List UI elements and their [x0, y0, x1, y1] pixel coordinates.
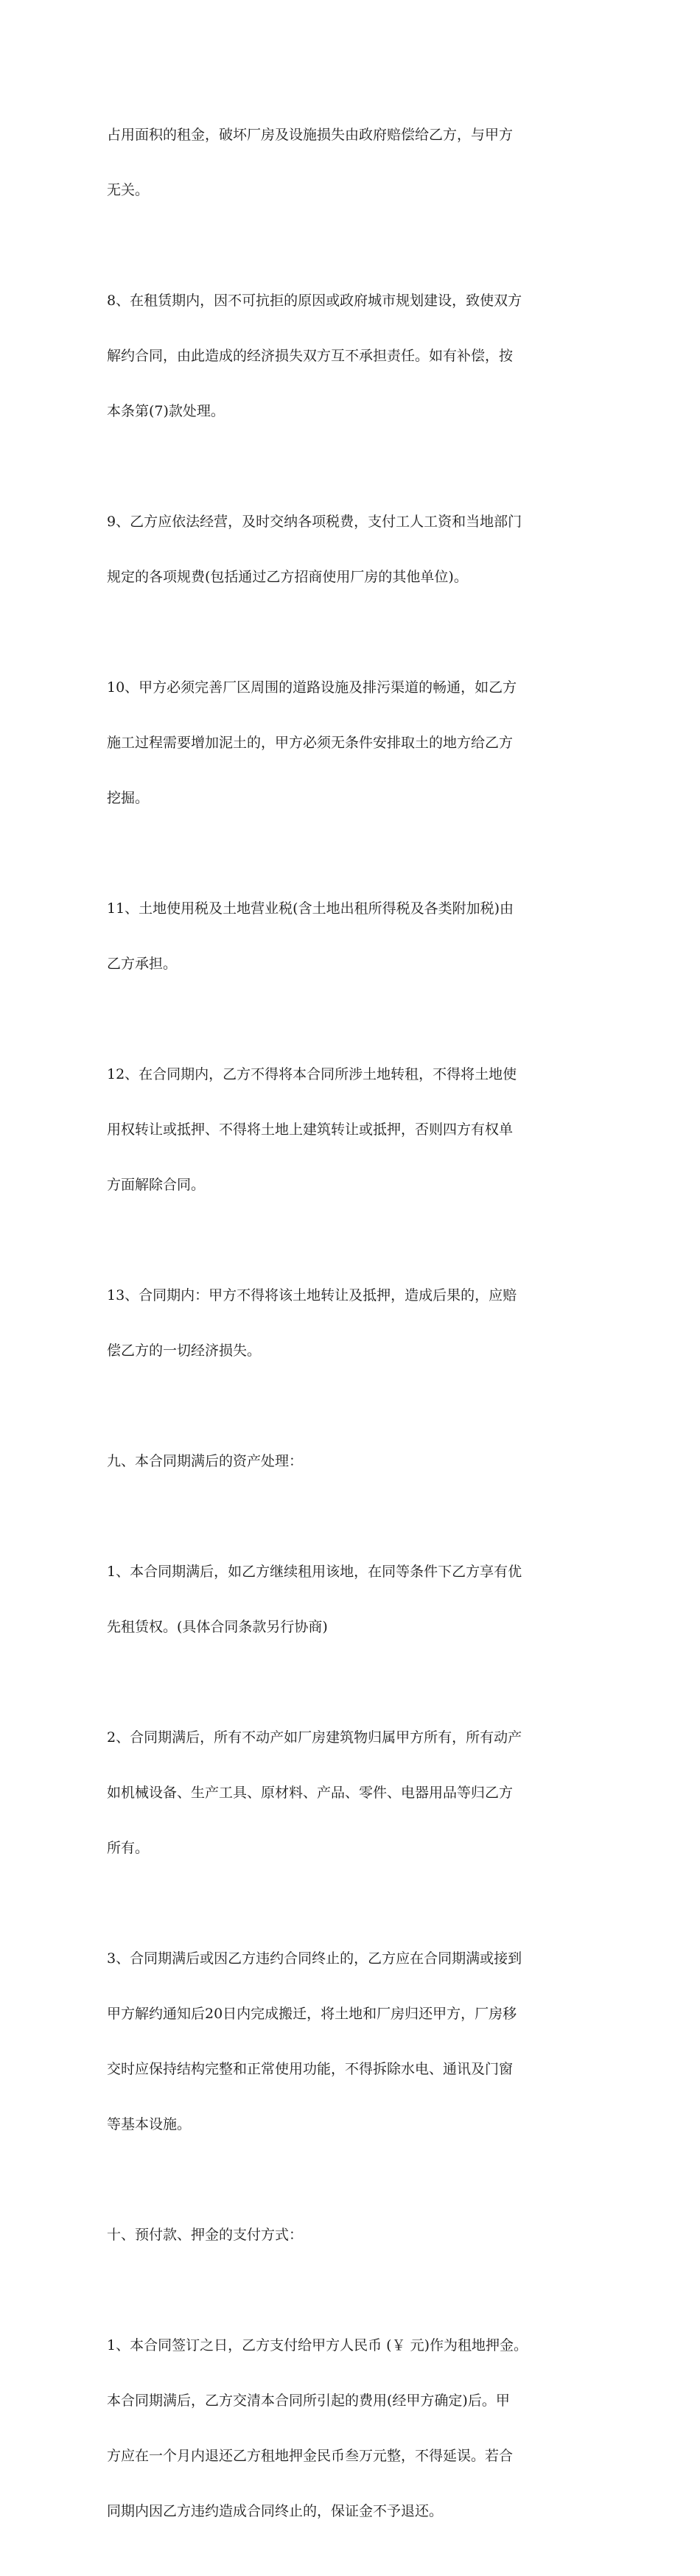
text-line: 2、合同期满后，所有不动产如厂房建筑物归属甲方所有，所有动产 — [107, 1729, 522, 1746]
section-9-clause-1 — [107, 1526, 601, 1673]
text-line: 交时应保持结构完整和正常使用功能，不得拆除水电、通讯及门窗 — [107, 2061, 514, 2077]
text-line: 规定的各项规费(包括通过乙方招商使用厂房的其他单位)。 — [107, 569, 468, 585]
clause-10 — [107, 642, 601, 844]
text-line: 等基本设施。 — [107, 2116, 192, 2132]
text-line: 3、合同期满后或因乙方违约合同终止的，乙方应在合同期满或接到 — [107, 1950, 522, 1967]
clause-13 — [107, 1250, 601, 1397]
text-line: 13、合同期内：甲方不得将该土地转让及抵押，造成后果的，应赔 — [107, 1287, 517, 1303]
text-line: 乙方承担。 — [107, 956, 178, 972]
text-line: 无关。 — [107, 182, 150, 198]
text-line: 如机械设备、生产工具、原材料、产品、零件、电器用品等归乙方 — [107, 1785, 514, 1801]
text-line: 甲方解约通知后20日内完成搬迁，将土地和厂房归还甲方，厂房移 — [107, 2006, 517, 2022]
text-line: 解约合同，由此造成的经济损失双方互不承担责任。如有补偿，按 — [107, 348, 514, 364]
section-9-clause-2 — [107, 1692, 601, 1894]
text-line: 方应在一个月内退还乙方租地押金民币叁万元整，不得延误。若合 — [107, 2448, 514, 2464]
text-line: 同期内因乙方违约造成合同终止的，保证金不予退还。 — [107, 2503, 444, 2519]
text-line: 1、本合同签订之日，乙方支付给甲方人民币 (￥ 元)作为租地押金。 — [107, 2337, 528, 2353]
document-page — [107, 89, 601, 2576]
clause-11 — [107, 863, 601, 1010]
text-line: 8、在租赁期内，因不可抗拒的原因或政府城市规划建设，致使双方 — [107, 293, 522, 309]
section-heading-10 — [107, 2189, 601, 2281]
text-line: 12、在合同期内，乙方不得将本合同所涉土地转租，不得将土地使 — [107, 1066, 517, 1082]
text-line: 1、本合同期满后，如乙方继续租用该地，在同等条件下乙方享有优 — [107, 1564, 522, 1580]
text-line: 挖掘。 — [107, 790, 150, 806]
text-line: 本条第(7)款处理。 — [107, 403, 225, 419]
text-line: 10、甲方必须完善厂区周围的道路设施及排污渠道的畅通，如乙方 — [107, 679, 517, 696]
clause-12 — [107, 1029, 601, 1231]
section-heading: 十、预付款、押金的支付方式： — [107, 2227, 304, 2243]
text-line: 施工过程需要增加泥土的，甲方必须无条件安排取土的地方给乙方 — [107, 735, 514, 751]
text-line: 本合同期满后，乙方交清本合同所引起的费用(经甲方确定)后。甲 — [107, 2393, 510, 2409]
section-9-clause-3 — [107, 1913, 601, 2171]
text-line: 所有。 — [107, 1840, 150, 1856]
clause-9 — [107, 476, 601, 623]
text-line: 9、乙方应依法经营，及时交纳各项税费，支付工人工资和当地部门 — [107, 514, 522, 530]
paragraph-continuation — [107, 89, 601, 237]
section-heading-9 — [107, 1415, 601, 1508]
text-line: 用权转让或抵押、不得将土地上建筑转让或抵押，否则四方有权单 — [107, 1121, 514, 1138]
text-line: 偿乙方的一切经济损失。 — [107, 1343, 262, 1359]
section-heading: 九、本合同期满后的资产处理： — [107, 1453, 304, 1469]
section-10-clause-1 — [107, 2300, 601, 2558]
text-line: 11、土地使用税及土地营业税(含土地出租所得税及各类附加税)由 — [107, 900, 514, 917]
text-line: 占用面积的租金，破坏厂房及设施损失由政府赔偿给乙方，与甲方 — [107, 127, 514, 143]
text-line: 方面解除合同。 — [107, 1177, 206, 1193]
text-line: 先租赁权。(具体合同条款另行协商) — [107, 1619, 328, 1635]
clause-8 — [107, 255, 601, 458]
